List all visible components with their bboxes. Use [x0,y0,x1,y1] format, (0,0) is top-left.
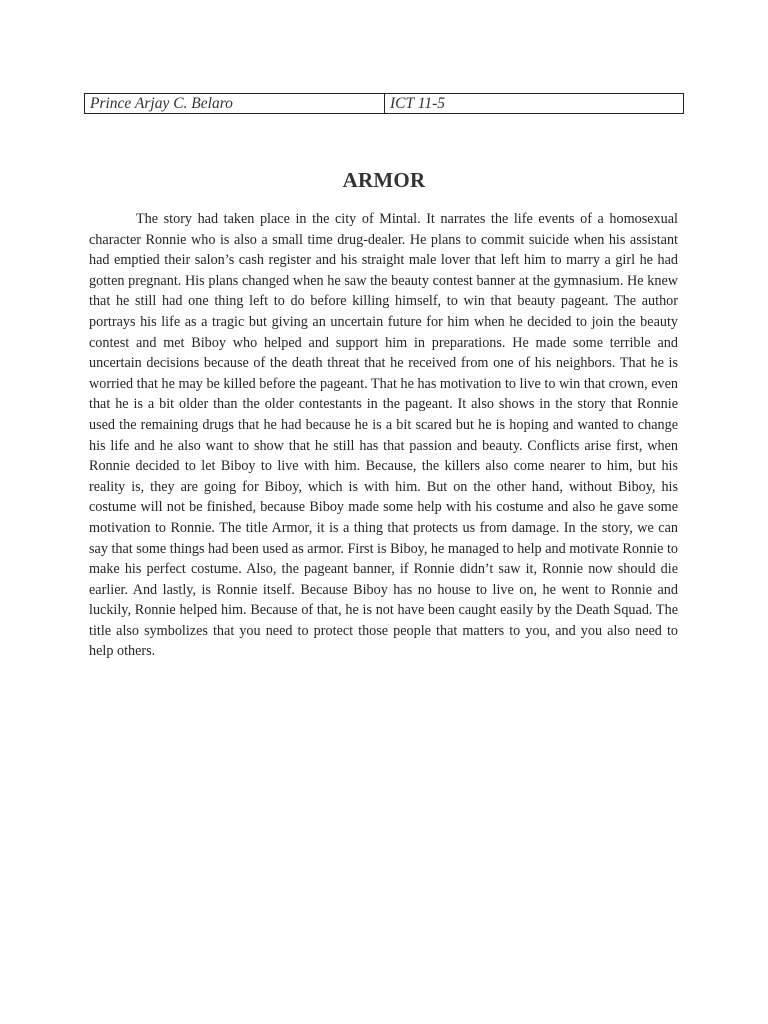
class-section: ICT 11-5 [390,95,445,112]
header-table [84,93,684,114]
student-name: Prince Arjay C. Belaro [85,94,385,113]
body-paragraph: The story had taken place in the city of Mintal. It narrates the life events of a homosexual character Ronnie who is also a small time drug-dealer. He plans to commit suicide when his assistant had emptied their salon’s cash register and his straight male lover that left him to marry a girl he had gotten pregnant. His plans changed when he saw the beauty contest banner at the gymnasium. He knew that he still had one thing left to do before killing himself, to win that beauty pageant. The author portrays his life as a tragic but giving an uncertain future for him when he decided to join the beauty contest and met Biboy who helped and support him in preparations. He made some terrible and uncertain decisions because of the death threat that he received from one of his neighbors. That he is worried that he may be killed before the pageant. That he has motivation to live to win that crown, even that he is a bit older than the older contestants in the pageant. It also shows in the story that Ronnie used the remaining drugs that he had because he is a bit scared but he is hoping and wanted to change his life and he also want to show that he still has that passion and beauty. Conflicts arise first, when Ronnie decided to let Biboy to live with him. Because, the killers also come nearer to him, but his reality is, they are going for Biboy, which is with him. But on the other hand, without Biboy, his costume will not be finished, because Biboy made some help with his costume and also he gave some motivation to Ronnie. The title Armor, it is a thing that protects us from damage. In the story, we can say that some things had been used as armor. First is Biboy, he managed to help and motivate Ronnie to make his perfect costume. Also, the pageant banner, if Ronnie didn’t saw it, Ronnie now should die earlier. And lastly, is Ronnie itself. Because Biboy has no house to live on, he went to Ronnie and luckily, Ronnie helped him. Because of that, he is not have been caught easily by the Death Squad. The title also symbolizes that you need to protect those people that matters to you, and you also need to help others. [89,211,678,660]
document-title: ARMOR [342,168,426,192]
